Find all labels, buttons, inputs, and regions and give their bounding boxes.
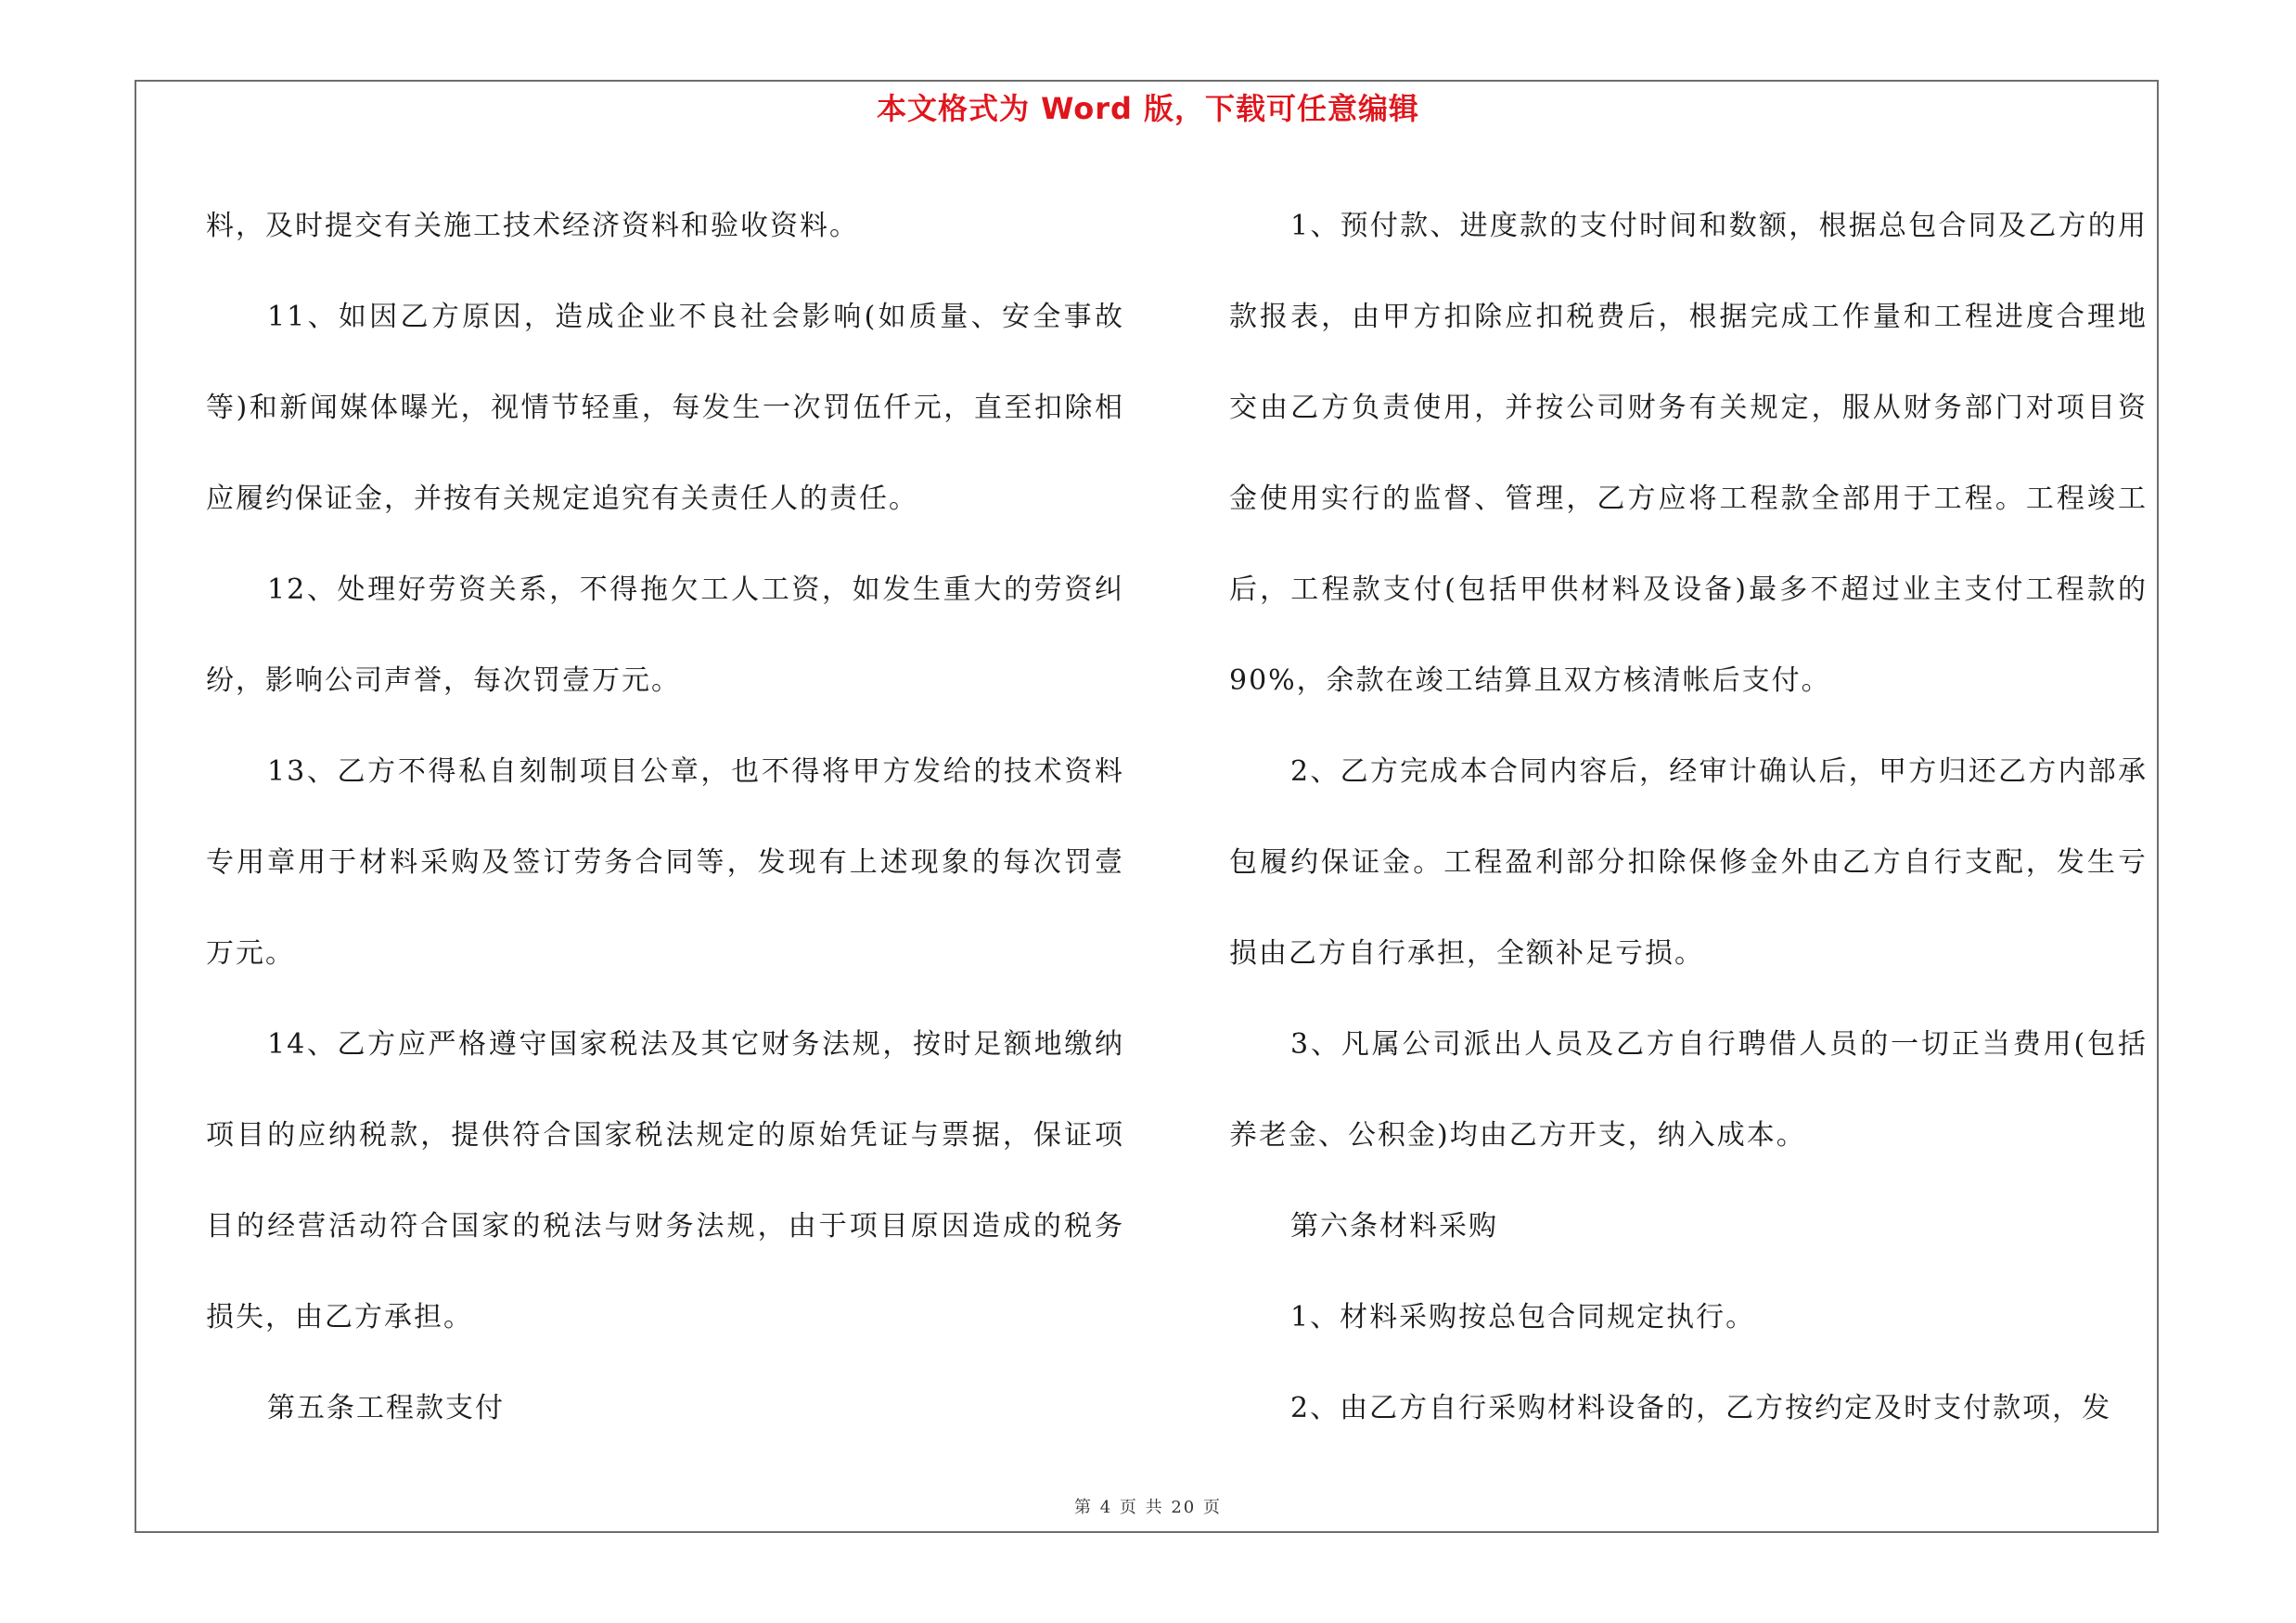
paragraph: 11、如因乙方原因，造成企业不良社会影响(如质量、安全事故等)和新闻媒体曝光，视情节轻重，每发生一次罚伍仟元，直至扣除相应履约保证金，并按有关规定追究有关责任人的责任。 (206, 301, 1124, 515)
paragraph: 13、乙方不得私自刻制项目公章，也不得将甲方发给的技术资料专用章用于材料采购及签订劳务合同等，发现有上述现象的每次罚壹万元。 (206, 755, 1124, 970)
section-heading: 第五条工程款支付 (267, 1392, 505, 1424)
paragraph: 2、由乙方自行采购材料设备的，乙方按约定及时支付款项，发 (1290, 1392, 2112, 1424)
page-number: 第 4 页 共 20 页 (1074, 1498, 1222, 1517)
paragraph: 14、乙方应严格遵守国家税法及其它财务法规，按时足额地缴纳项目的应纳税款，提供符合国家税法规定的原始凭证与票据，保证项目的经营活动符合国家的税法与财务法规，由于项目原因造成的税务损失，由乙方承担。 (206, 1028, 1124, 1333)
paragraph: 1、材料采购按总包合同规定执行。 (1290, 1301, 1756, 1333)
paragraph: 12、处理好劳资关系，不得拖欠工人工资，如发生重大的劳资纠纷，影响公司声誉，每次罚壹万元。 (206, 573, 1124, 697)
paragraph: 2、乙方完成本合同内容后，经审计确认后，甲方归还乙方内部承包履约保证金。工程盈利部分扣除保修金外由乙方自行支配，发生亏损由乙方自行承担，全额补足亏损。 (1229, 755, 2148, 970)
format-banner: 本文格式为 Word 版，下载可任意编辑 (876, 91, 1420, 126)
paragraph: 料，及时提交有关施工技术经济资料和验收资料。 (206, 210, 859, 242)
section-heading: 第六条材料采购 (1290, 1210, 1498, 1243)
paragraph: 1、预付款、进度款的支付时间和数额，根据总包合同及乙方的用款报表，由甲方扣除应扣税费后，根据完成工作量和工程进度合理地交由乙方负责使用，并按公司财务有关规定，服从财务部门对项目资金使用实行的监督、管理，乙方应将工程款全部用于工程。工程竣工后，工程款支付(包括甲供材料及设备)最多不超过业主支付工程款的90%，余款在竣工结算且双方核清帐后支付。 (1229, 210, 2148, 697)
right-column (1229, 181, 2148, 1454)
paragraph: 3、凡属公司派出人员及乙方自行聘借人员的一切正当费用(包括养老金、公积金)均由乙方开支，纳入成本。 (1229, 1028, 2148, 1152)
left-column (206, 181, 1124, 1454)
